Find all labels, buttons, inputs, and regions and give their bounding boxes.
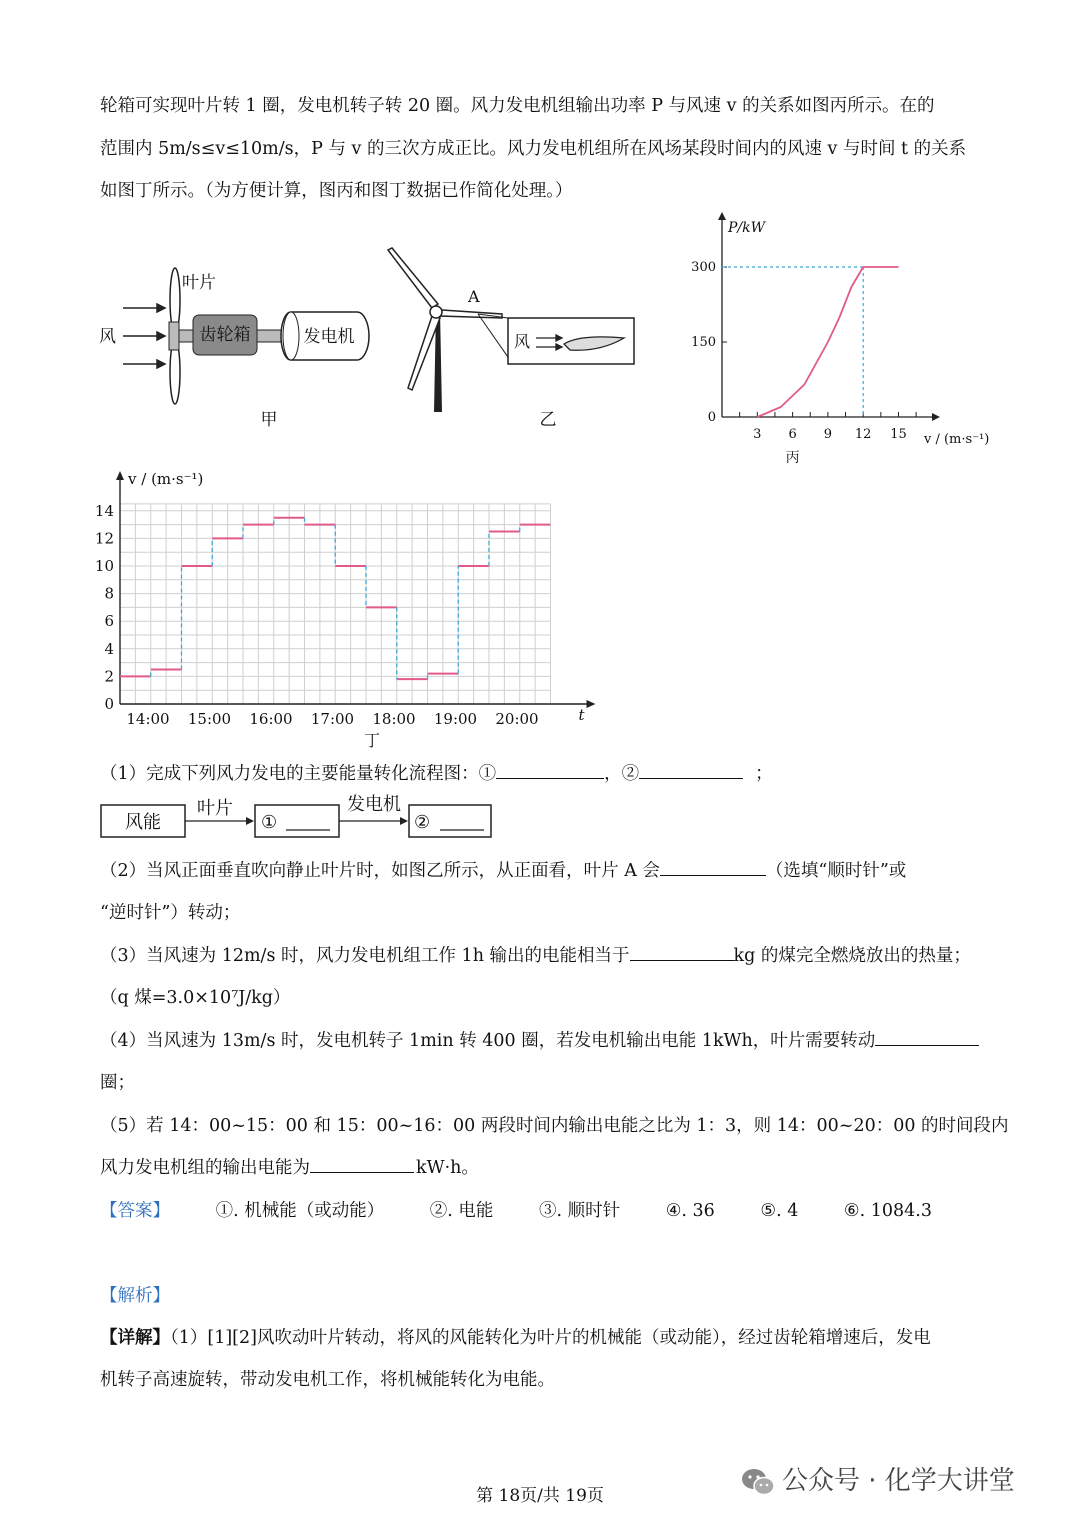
y-axis-label: v / (m·s⁻¹) xyxy=(128,470,204,488)
x-axis-label: v / (m·s⁻¹) xyxy=(924,432,990,447)
q4-text: （4）当风速为 13m/s 时，发电机转子 1min 转 400 圈，若发电机输出电能 1kWh，叶片需要转动 xyxy=(100,1031,876,1051)
answer-tag: 【答案】 xyxy=(100,1201,170,1221)
analysis-text-1: （1）[1][2]风吹动叶片转动，将风的风能转化为叶片的机械能（或动能），经过齿轮箱增速后，发电 xyxy=(170,1328,931,1348)
x-tick-label: 19:00 xyxy=(433,710,478,728)
q1-sep: ，② xyxy=(604,764,640,784)
y-tick-label: 10 xyxy=(94,557,114,575)
x-tick-label: 14:00 xyxy=(126,710,170,728)
intro-line-1: 轮箱可实现叶片转 1 圈，发电机转子转 20 圈。风力发电机组输出功率 P 与风速 v 的关系如图丙所示。在的 xyxy=(100,96,935,116)
answer-2: ②. 电能 xyxy=(429,1201,494,1221)
answer-6: ⑥. 1084.3 xyxy=(843,1201,932,1221)
q5-line-2 xyxy=(100,1154,479,1179)
caption-jia: 甲 xyxy=(260,410,278,430)
q1-blank-2[interactable] xyxy=(639,777,743,779)
x-tick-label: 15:00 xyxy=(187,710,232,728)
q1-end: ； xyxy=(755,764,773,784)
q2-blank[interactable] xyxy=(660,874,766,876)
chart-ding xyxy=(94,462,598,752)
x-tick-label: 12 xyxy=(854,427,872,442)
x-tick-label: 20:00 xyxy=(495,710,539,728)
q4-line-2: 圈； xyxy=(100,1073,135,1093)
watermark xyxy=(740,1460,1015,1497)
q1-text: （1）完成下列风力发电的主要能量转化流程图：① xyxy=(100,764,497,784)
power-curve xyxy=(757,267,898,417)
wind-label-yi: 风 xyxy=(514,332,531,351)
q1-line xyxy=(100,760,773,785)
watermark-text: 公众号 · 化学大讲堂 xyxy=(782,1466,1015,1496)
answer-3: ③. 顺时针 xyxy=(539,1201,621,1221)
q5-blank[interactable] xyxy=(310,1171,414,1173)
y-tick-label: 4 xyxy=(104,639,114,658)
y-axis-arrow xyxy=(116,471,124,480)
blade-a-label: A xyxy=(468,287,480,306)
y-axis-label: P/kW xyxy=(728,220,766,236)
energy-flow-chart xyxy=(100,792,500,842)
q3-post: kg 的煤完全燃烧放出的热量； xyxy=(733,946,971,966)
y-axis-arrow xyxy=(718,212,726,220)
blade-label: 叶片 xyxy=(182,273,216,293)
answer-line xyxy=(100,1197,972,1222)
y-tick-label: 8 xyxy=(104,584,114,603)
wind-label-jia: 风 xyxy=(99,327,116,347)
q3-pre: （3）当风速为 12m/s 时，风力发电机组工作 1h 输出的电能相当于 xyxy=(100,946,630,966)
caption-ding: 丁 xyxy=(364,731,381,750)
x-tick-label: 18:00 xyxy=(372,710,416,728)
analysis-line-1 xyxy=(100,1324,931,1349)
q1-blank-1[interactable] xyxy=(496,777,604,779)
q5-post: kW·h。 xyxy=(416,1158,479,1178)
y-tick-label: 6 xyxy=(104,612,114,631)
flow-box-wind-energy: 风能 xyxy=(125,812,161,833)
analysis-tag: 【解析】 xyxy=(100,1286,170,1306)
flow-box-2: ② xyxy=(414,812,431,833)
q3-blank[interactable] xyxy=(630,959,734,961)
x-tick-label: 17:00 xyxy=(310,710,355,728)
q2-line-2: “逆时针”）转动； xyxy=(100,903,241,923)
q3-line-2: （q 煤=3.0×10⁷J/kg） xyxy=(100,988,291,1008)
x-tick-label: 16:00 xyxy=(249,710,293,728)
x-tick-label: 6 xyxy=(788,427,797,442)
answer-1: ①. 机械能（或动能） xyxy=(215,1201,385,1221)
intro-line-2: 范围内 5m/s≤v≤10m/s，P 与 v 的三次方成正比。风力发电机组所在风场某段时间内的风速 v 与时间 t 的关系 xyxy=(100,139,967,159)
flow-box-1: ① xyxy=(261,812,278,833)
y-tick-label: 0 xyxy=(104,695,114,713)
y-tick-label: 300 xyxy=(691,260,716,275)
answer-4: ④. 36 xyxy=(665,1201,715,1221)
generator-label: 发电机 xyxy=(303,327,355,347)
x-tick-label: 9 xyxy=(823,427,833,442)
q3-line-1 xyxy=(100,942,971,967)
chart-bing xyxy=(690,212,990,466)
q2-pre: （2）当风正面垂直吹向静止叶片时，如图乙所示，从正面看，叶片 A 会 xyxy=(100,861,660,881)
q4-blank[interactable] xyxy=(875,1044,979,1046)
y-tick-label: 0 xyxy=(707,410,716,425)
y-tick-label: 12 xyxy=(94,529,114,548)
x-tick-label: 15 xyxy=(890,427,907,442)
flow-arrow-blade: 叶片 xyxy=(197,798,233,819)
y-tick-label: 2 xyxy=(104,667,114,686)
caption-yi: 乙 xyxy=(539,410,557,430)
q5-line-1: （5）若 14：00~15：00 和 15：00~16：00 两段时间内输出电能之比为 1：3，则 14：00~20：00 的时间段内 xyxy=(100,1116,1009,1136)
x-axis-arrow xyxy=(932,413,940,421)
figure-jia xyxy=(95,260,385,435)
intro-line-3: 如图丁所示。（为方便计算，图丙和图丁数据已作简化处理。） xyxy=(100,181,573,201)
page-number: 第 18页/共 19页 xyxy=(476,1486,604,1506)
y-tick-label: 14 xyxy=(94,501,114,520)
x-axis-arrow xyxy=(587,700,596,708)
x-tick-label: 3 xyxy=(753,427,762,442)
flow-arrow-generator: 发电机 xyxy=(347,794,401,815)
analysis-line-2: 机转子高速旋转，带动发电机工作，将机械能转化为电能。 xyxy=(100,1370,555,1390)
x-axis-label: t xyxy=(578,706,585,724)
answer-5: ⑤. 4 xyxy=(760,1201,799,1221)
q2-post: （选填“顺时针”或 xyxy=(765,861,907,881)
wechat-icon xyxy=(740,1467,776,1497)
figure-yi xyxy=(380,240,642,435)
gearbox-label: 齿轮箱 xyxy=(199,325,251,345)
q4-line-1 xyxy=(100,1027,979,1052)
q2-line-1 xyxy=(100,857,906,882)
y-tick-label: 150 xyxy=(691,335,716,350)
caption-bing: 丙 xyxy=(785,450,800,466)
q5-pre: 风力发电机组的输出电能为 xyxy=(100,1158,310,1178)
detail-tag: 【详解】 xyxy=(100,1328,170,1348)
